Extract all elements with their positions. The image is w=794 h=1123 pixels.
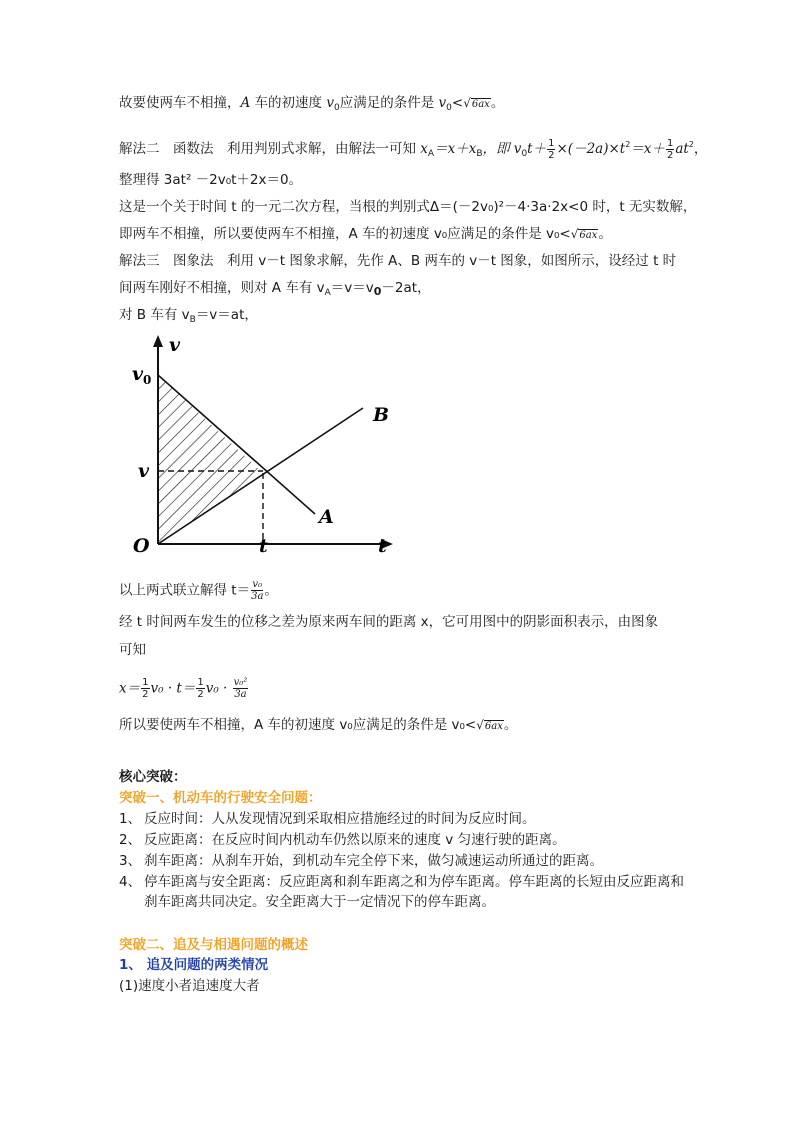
list-item: 4、 停车距离与安全距离：反应距离和刹车距离之和为停车距离。停车距离的长短由反应距离和刹车距离共同决定。安全距离大于一定情况下的停车距离。 bbox=[119, 874, 684, 910]
axis-t-label: t bbox=[378, 535, 387, 557]
origin-label: O bbox=[133, 535, 150, 557]
fraction-half: $\frac{1}{2}$ bbox=[548, 137, 555, 161]
simplify-line: 整理得 3at² －2v₀t＋2x＝0。 bbox=[119, 172, 303, 188]
fraction-half-2: $\frac{1}{2}$ bbox=[666, 137, 674, 161]
car-b-equation: 对 B 车有 $v_B=v=at$， bbox=[119, 307, 258, 325]
core-title: 核心突破： bbox=[119, 769, 187, 785]
section2-item: (1)速度小者追速度大者 bbox=[119, 978, 260, 994]
vt-graph bbox=[125, 333, 415, 558]
v-label: v bbox=[138, 460, 150, 482]
line-b-label: B bbox=[373, 404, 390, 426]
car-a-equation: 间两车刚好不相撞，则对 A 车有 $v_A=v=v_0-2at$， bbox=[119, 280, 431, 298]
sqrt-sign: √ bbox=[463, 96, 471, 110]
list-item: 3、 刹车距离：从刹车开始，到机动车完全停下来，做匀减速运动所通过的距离。 bbox=[119, 853, 603, 869]
list-item: 2、 反应距离：在反应时间内机动车仍然以原来的速度 v 匀速行驶的距离。 bbox=[119, 832, 566, 848]
fraction-v0-3a: $\frac{\text{v₀}}{3a}$ bbox=[251, 579, 264, 602]
sqrt-sign: √ bbox=[476, 718, 484, 732]
discriminant-line: 这是一个关于时间 t 的一元二次方程，当根的判别式Δ＝(－2v₀)²－4·3a·2x<0 时，t 无实数解， bbox=[119, 199, 697, 215]
method-three-line: 解法三 图象法 利用 v－t 图象求解，先作 A、B 两车的 v－t 图象，如图所示，设经过 t 时 bbox=[119, 253, 677, 269]
solve-t-line: 以上两式联立解得 t＝ $\frac{\text{v₀}}{3a}$ 。 bbox=[119, 579, 278, 602]
condition-line-2: 即两车不相撞，所以要使两车不相撞，A 车的初速度 v₀应满足的条件是 v₀<√6ax。 bbox=[119, 226, 612, 242]
fraction-half: $\frac{1}{2}$ bbox=[197, 677, 204, 700]
line-a-label: A bbox=[319, 506, 334, 528]
v0-label: $v_0$ bbox=[132, 363, 152, 387]
graph-conclusion-line: 可知 bbox=[119, 642, 146, 658]
condition-line-1: 故要使两车不相撞，A 车的初速度 $v_0$应满足的条件是 $v_0<√6ax$。 bbox=[119, 95, 505, 113]
v-axis-arrow bbox=[153, 335, 163, 347]
t-label: t bbox=[259, 535, 268, 557]
displacement-line: 经 t 时间两车发生的位移之差为原来两车间的距离 x，它可用图中的阴影面积表示，由图象 bbox=[119, 614, 659, 630]
section2-subtitle: 1、 追及问题的两类情况 bbox=[119, 957, 269, 973]
sqrt-sign: √ bbox=[570, 227, 579, 241]
fraction-v0sq-3a: $\frac{\text{v₀²}}{3a}$ bbox=[233, 677, 248, 700]
section2-title: 突破二、追及与相遇问题的概述 bbox=[119, 937, 308, 953]
axis-v-label: v bbox=[169, 334, 181, 356]
method-two-line: 解法二 函数法 利用判别式求解，由解法一可知 $x_A=x+x_B$，即 $v_0t+$ $\frac{1}{2}$ $\times(-2a)\times t^2=x+$ $\frac{1}{2}$ $at^2$， bbox=[119, 137, 708, 161]
list-item: 1、 反应时间：人从发现情况到采取相应措施经过的时间为反应时间。 bbox=[119, 811, 536, 827]
section1-title: 突破一、机动车的行驶安全问题： bbox=[119, 790, 322, 806]
fraction-half: $\frac{1}{2}$ bbox=[142, 677, 149, 700]
area-formula: x＝ $\frac{1}{2}$ v₀ · t＝ $\frac{1}{2}$ v₀ · $\frac{\text{v₀²}}{3a}$ bbox=[119, 677, 248, 700]
condition-line-3: 所以要使两车不相撞，A 车的初速度 v₀应满足的条件是 v₀<√6ax。 bbox=[119, 717, 518, 733]
hatched-area bbox=[158, 375, 263, 544]
